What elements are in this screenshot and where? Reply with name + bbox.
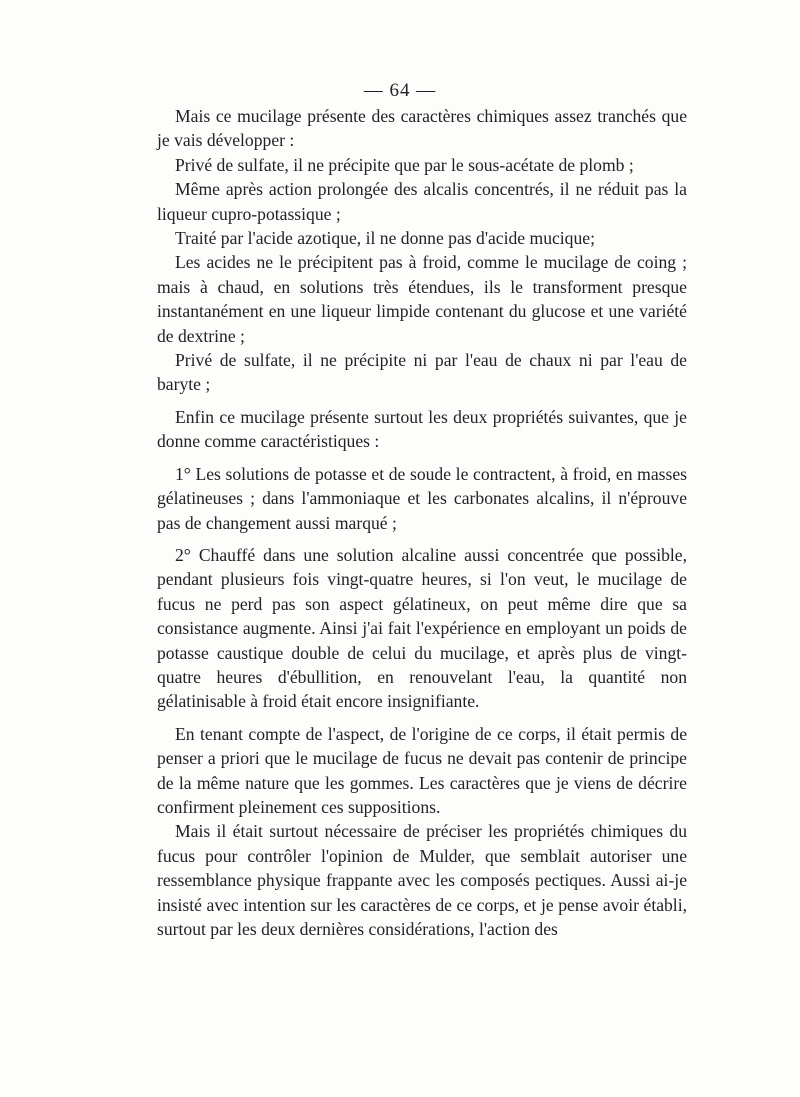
paragraph-7: Enfin ce mucilage présente surtout les deux propriétés suivantes, que je donne comme caractéristiques : (157, 406, 687, 452)
paragraph-2: Privé de sulfate, il ne précipite que par le sous-acétate de plomb ; (175, 154, 634, 175)
paragraph-8: 1° Les solutions de potasse et de soude le contractent, à froid, en masses gélatineuses ; dans l'ammoniaque et les carbonates alcalins, il n'éprouve pas de changement aussi marqué ; (157, 463, 687, 533)
paragraph-3: Même après action prolongée des alcalis concentrés, il ne réduit pas la liqueur cupro-potassique ; (157, 179, 687, 224)
paragraph-4: Traité par l'acide azotique, il ne donne pas d'acide mucique; (175, 228, 595, 249)
paragraph-10: En tenant compte de l'aspect, de l'origine de ce corps, il était permis de penser a priori que le mucilage de fucus ne devait pas contenir de principe de la même nature que les gommes. Les caractères que je viens de décrire confirment pleinement ces suppositions. (157, 723, 687, 817)
paragraph-11: Mais il était surtout nécessaire de préciser les propriétés chimiques du fucus pour contrôler l'opinion de Mulder, que semblait autoriser une ressemblance physique frappante avec les composés pectiques. Aussi ai-je insisté avec intention sur les caractères de ce corps, et je pense avoir établi, surtout par les deux dernières considérations, l'action des (157, 821, 687, 939)
paragraph-9: 2° Chauffé dans une solution alcaline aussi concentrée que possible, pendant plusieurs fois vingt-quatre heures, si l'on veut, le mucilage de fucus ne perd pas son aspect gélatineux, on peut même dire que sa consistance augmente. Ainsi j'ai fait l'expérience en employant un poids de potasse caustique double de celui du mucilage, et après plus de vingt-quatre heures d'ébullition, en renouvelant l'eau, la quantité non gélatinisable à froid était encore insignifiante. (157, 544, 687, 712)
paragraph-6: Privé de sulfate, il ne précipite ni par l'eau de chaux ni par l'eau de baryte ; (157, 350, 687, 395)
paragraph-5: Les acides ne le précipitent pas à froid, comme le mucilage de coing ; mais à chaud, en solutions très étendues, ils le transforment presque instantanément en une liqueur limpide contenant du glucose et une variété de dextrine ; (157, 252, 687, 346)
paragraph-1: Mais ce mucilage présente des caractères chimiques assez tranchés que je vais développer : (157, 106, 687, 151)
page-number: — 64 — (363, 80, 437, 101)
body-text (157, 104, 687, 941)
